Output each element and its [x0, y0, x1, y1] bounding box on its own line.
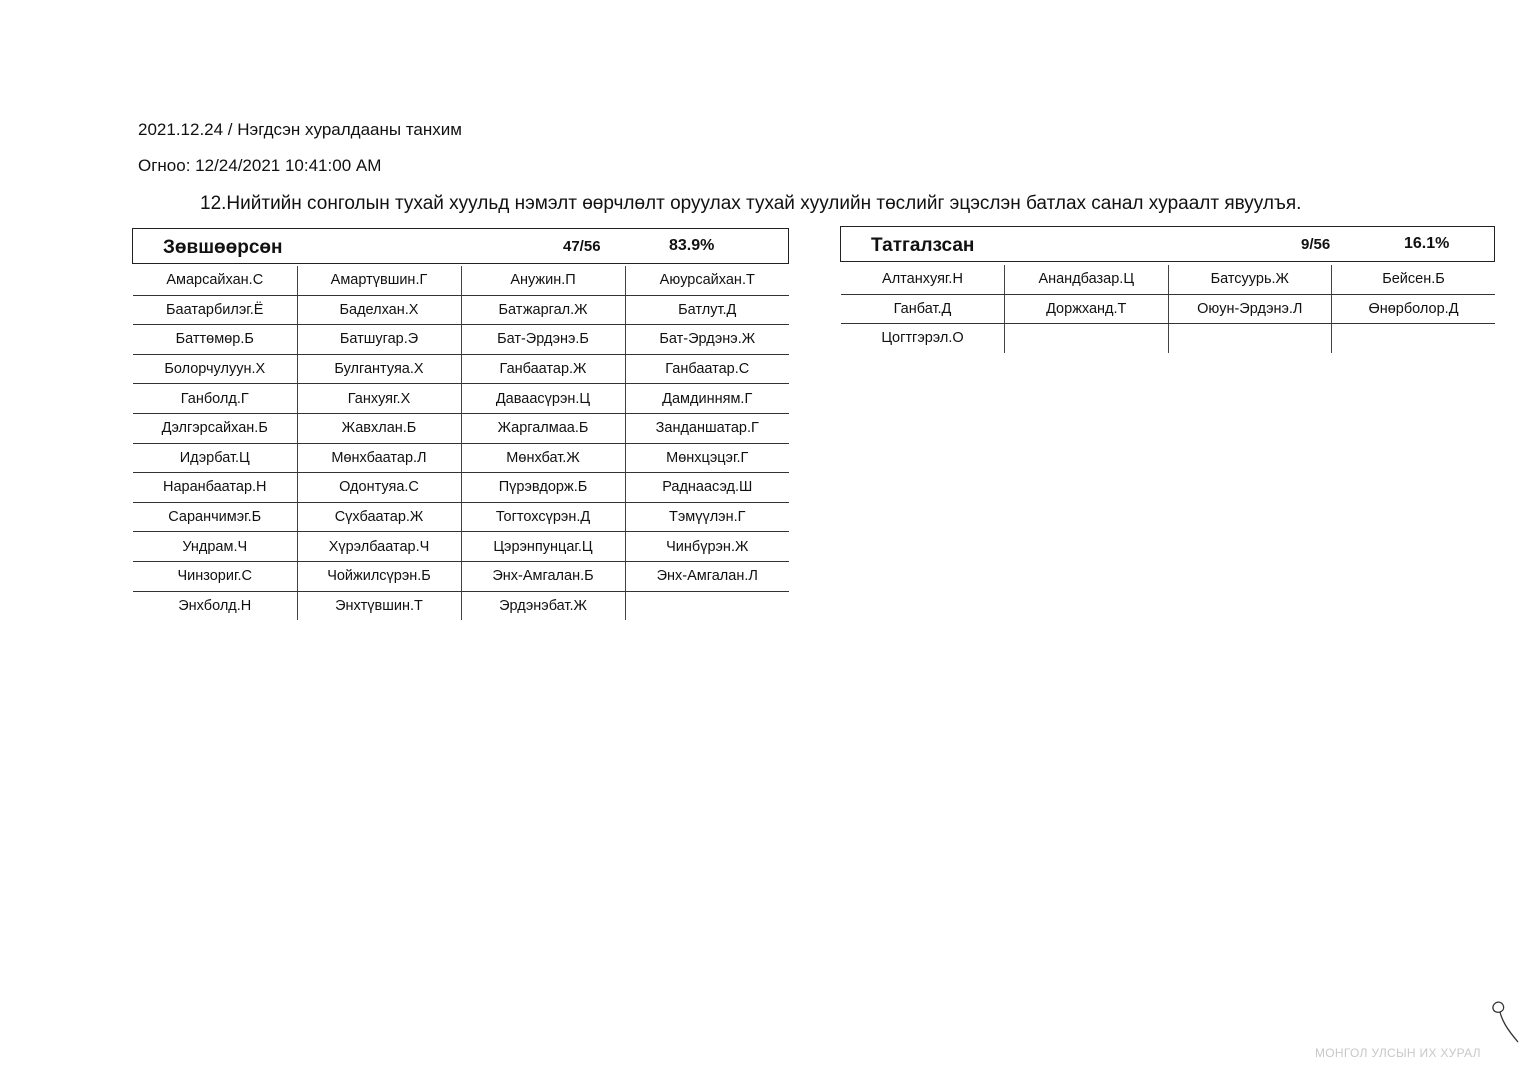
- member-name: Ундрам.Ч: [133, 532, 297, 562]
- approve-header: [132, 228, 789, 264]
- member-name: Наранбаатар.Н: [133, 473, 297, 503]
- empty-cell: [1332, 324, 1496, 353]
- member-name: Баделхан.Х: [297, 295, 461, 325]
- member-name: Тогтохсүрэн.Д: [461, 502, 625, 532]
- table-row: [133, 413, 789, 443]
- member-name: Чинбүрэн.Ж: [625, 532, 789, 562]
- member-name: Ганбаатар.Ж: [461, 354, 625, 384]
- table-row: [841, 294, 1495, 324]
- member-name: Чойжилсүрэн.Б: [297, 561, 461, 591]
- table-row: [133, 532, 789, 562]
- member-name: Аюурсайхан.Т: [625, 266, 789, 295]
- member-name: Энх-Амгалан.Л: [625, 561, 789, 591]
- member-name: Мөнхбаатар.Л: [297, 443, 461, 473]
- empty-cell: [1005, 324, 1169, 353]
- table-row: [133, 561, 789, 591]
- member-name: Доржханд.Т: [1005, 294, 1169, 324]
- member-name: Жавхлан.Б: [297, 413, 461, 443]
- member-name: Оюун-Эрдэнэ.Л: [1168, 294, 1332, 324]
- member-name: Алтанхуяг.Н: [841, 265, 1005, 294]
- reject-table: [841, 265, 1495, 353]
- member-name: Ганболд.Г: [133, 384, 297, 414]
- approve-count: 47/56: [563, 238, 601, 255]
- vote-timestamp: Огноо: 12/24/2021 10:41:00 AM: [138, 156, 382, 175]
- watermark: МОНГОЛ УЛСЫН ИХ ХУРАЛ: [1315, 1046, 1481, 1060]
- member-name: Жаргалмаа.Б: [461, 413, 625, 443]
- member-name: Баатарбилэг.Ё: [133, 295, 297, 325]
- reject-percent: 16.1%: [1404, 235, 1450, 252]
- table-row: [133, 266, 789, 295]
- table-row: [133, 354, 789, 384]
- member-name: Батлут.Д: [625, 295, 789, 325]
- reject-count: 9/56: [1301, 236, 1331, 253]
- table-row: [133, 591, 789, 620]
- member-name: Идэрбат.Ц: [133, 443, 297, 473]
- member-name: Амарсайхан.С: [133, 266, 297, 295]
- table-row: [133, 473, 789, 503]
- member-name: Энхболд.Н: [133, 591, 297, 620]
- approve-percent: 83.9%: [669, 237, 715, 254]
- motion-text: 12.Нийтийн сонголын тухай хуульд нэмэлт өөрчлөлт оруулах тухай хуулийн төслийг эцэслэн батлах санал хураалт явуулъя.: [200, 193, 1302, 214]
- approve-title: Зөвшөөрсөн: [163, 237, 283, 258]
- reject-title: Татгалзсан: [871, 235, 975, 256]
- member-name: Өнөрболор.Д: [1332, 294, 1496, 324]
- member-name: Бейсен.Б: [1332, 265, 1496, 294]
- empty-cell: [1168, 324, 1332, 353]
- member-name: Дамдинням.Г: [625, 384, 789, 414]
- handwritten-signature: [1488, 998, 1524, 1046]
- member-name: Батсуурь.Ж: [1168, 265, 1332, 294]
- member-name: Бат-Эрдэнэ.Б: [461, 325, 625, 355]
- member-name: Батжаргал.Ж: [461, 295, 625, 325]
- table-row: [841, 324, 1495, 353]
- empty-cell: [625, 591, 789, 620]
- member-name: Амартүвшин.Г: [297, 266, 461, 295]
- table-row: [133, 502, 789, 532]
- member-name: Батшугар.Э: [297, 325, 461, 355]
- member-name: Цэрэнпунцаг.Ц: [461, 532, 625, 562]
- member-name: Энх-Амгалан.Б: [461, 561, 625, 591]
- member-name: Анужин.П: [461, 266, 625, 295]
- member-name: Баттөмөр.Б: [133, 325, 297, 355]
- approve-table: [133, 266, 789, 620]
- table-row: [133, 443, 789, 473]
- member-name: Дэлгэрсайхан.Б: [133, 413, 297, 443]
- member-name: Цогтгэрэл.О: [841, 324, 1005, 353]
- member-name: Ганхуяг.Х: [297, 384, 461, 414]
- member-name: Одонтуяа.С: [297, 473, 461, 503]
- member-name: Ганбат.Д: [841, 294, 1005, 324]
- member-name: Мөнхбат.Ж: [461, 443, 625, 473]
- reject-header: [840, 226, 1495, 262]
- member-name: Саранчимэг.Б: [133, 502, 297, 532]
- member-name: Хүрэлбаатар.Ч: [297, 532, 461, 562]
- table-row: [133, 295, 789, 325]
- member-name: Мөнхцэцэг.Г: [625, 443, 789, 473]
- member-name: Чинзориг.С: [133, 561, 297, 591]
- member-name: Ганбаатар.С: [625, 354, 789, 384]
- member-name: Даваасүрэн.Ц: [461, 384, 625, 414]
- member-name: Булгантуяа.Х: [297, 354, 461, 384]
- table-row: [133, 325, 789, 355]
- table-row: [133, 384, 789, 414]
- member-name: Раднаасэд.Ш: [625, 473, 789, 503]
- session-date-location: 2021.12.24 / Нэгдсэн хуралдааны танхим: [138, 120, 462, 139]
- member-name: Сүхбаатар.Ж: [297, 502, 461, 532]
- member-name: Бат-Эрдэнэ.Ж: [625, 325, 789, 355]
- member-name: Занданшатар.Г: [625, 413, 789, 443]
- table-row: [841, 265, 1495, 294]
- member-name: Пүрэвдорж.Б: [461, 473, 625, 503]
- member-name: Тэмүүлэн.Г: [625, 502, 789, 532]
- member-name: Эрдэнэбат.Ж: [461, 591, 625, 620]
- member-name: Энхтүвшин.Т: [297, 591, 461, 620]
- member-name: Анандбазар.Ц: [1005, 265, 1169, 294]
- member-name: Болорчулуун.Х: [133, 354, 297, 384]
